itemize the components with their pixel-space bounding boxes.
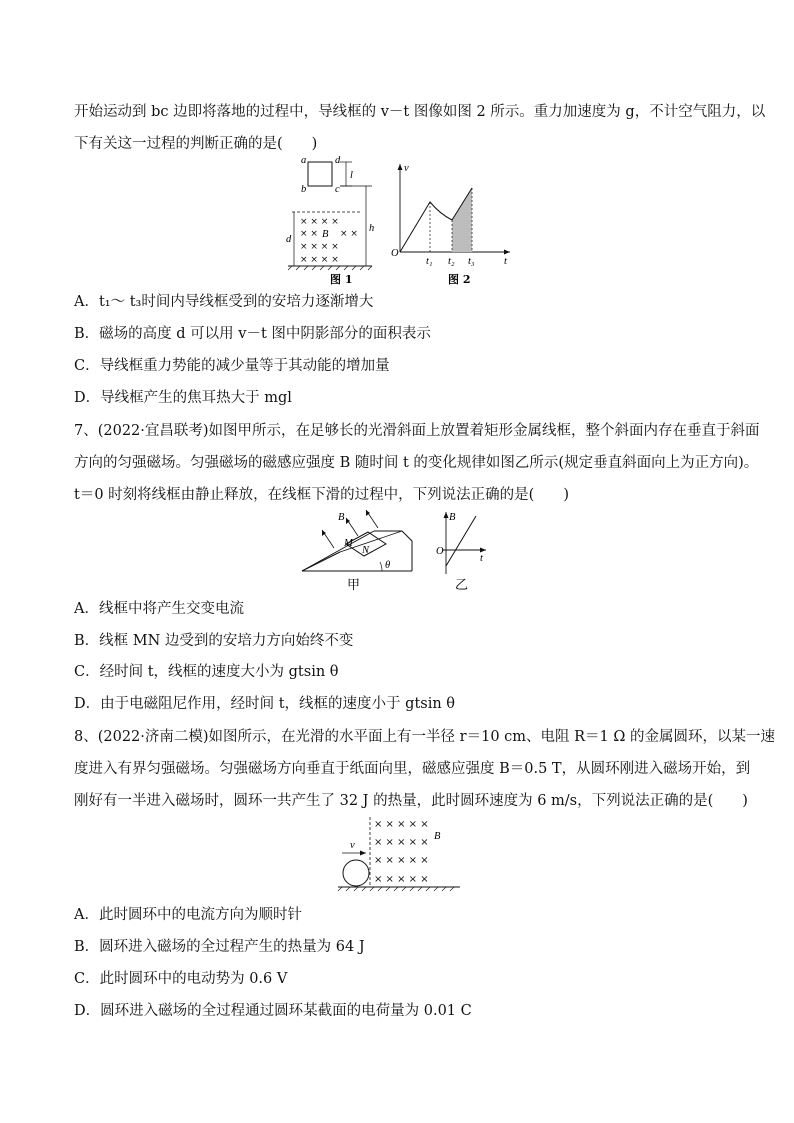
- svg-text:× ×: × ×: [340, 229, 358, 239]
- q7-caption-yi: 乙: [455, 578, 469, 593]
- q7-option-b: B．线框 MN 边受到的安培力方向始终不变: [74, 633, 354, 649]
- label-t3: t₃: [468, 256, 475, 267]
- label-d-height: d: [286, 234, 292, 245]
- q7-line-1: 7、(2022·宜昌联考)如图甲所示，在足够长的光滑斜面上放置着矩形金属线框，整个斜面内存在垂直于斜面: [74, 423, 760, 439]
- intro-line-1: 开始运动到 bc 边即将落地的过程中，导线框的 v－t 图像如图 2 所示。重力加速度为 g，不计空气阻力，以: [74, 104, 766, 120]
- label-a: a: [301, 155, 307, 166]
- figure-1-2-svg: [280, 152, 520, 292]
- caption-fig1: 图 1: [330, 273, 353, 286]
- q8-option-a: A．此时圆环中的电流方向为顺时针: [74, 907, 302, 923]
- shaded-area: [452, 188, 472, 252]
- caption-fig2: 图 2: [448, 273, 471, 286]
- q7-figure: [300, 506, 500, 594]
- q7-label-B: B: [338, 512, 345, 523]
- q8-field-crosses: [374, 819, 429, 885]
- svg-text:× × × ×: × × × ×: [300, 255, 339, 265]
- q7-option-d: D．由于电磁阻尼作用，经时间 t，线框的速度小于 gtsin θ: [74, 696, 456, 712]
- q7-label-N: N: [362, 545, 370, 556]
- q8-figure: [336, 815, 466, 897]
- q8-line-3: 刚好有一半进入磁场时，圆环一共产生了 32 J 的热量，此时圆环速度为 6 m/s，下列说法正确的是( ): [74, 793, 748, 809]
- q7-label-B2: B: [449, 512, 456, 523]
- label-t: t: [504, 256, 507, 267]
- q7-figure-svg: [300, 506, 500, 594]
- label-B: B: [322, 229, 329, 240]
- label-d-corner: d: [335, 155, 341, 166]
- label-v: v: [404, 163, 409, 174]
- svg-text:× × × ×: × × × ×: [300, 242, 339, 252]
- q7-label-O: O: [436, 546, 444, 557]
- q8-label-v: v: [350, 840, 355, 851]
- q8-option-b: B．圆环进入磁场的全过程产生的热量为 64 J: [74, 939, 365, 955]
- q7-caption-jia: 甲: [347, 578, 361, 593]
- figure-1-2: [280, 152, 520, 292]
- coil-square: [308, 162, 332, 186]
- svg-text:× × × ×: × × × ×: [300, 217, 339, 227]
- q8-label-B: B: [434, 831, 441, 842]
- q6-option-d: D．导线框产生的焦耳热大于 mgl: [74, 390, 292, 406]
- label-t1: t₁: [426, 256, 433, 267]
- svg-text:× × × × ×: × × × × ×: [374, 855, 429, 866]
- label-O: O: [391, 248, 399, 259]
- q8-option-c: C．此时圆环中的电动势为 0.6 V: [74, 971, 288, 987]
- q8-line-1: 8、(2022·济南二模)如图所示，在光滑的水平面上有一半径 r＝10 cm、电阻 R＝1 Ω 的金属圆环，以某一速: [74, 729, 776, 745]
- q7-line-3: t＝0 时刻将线框由静止释放，在线框下滑的过程中，下列说法正确的是( ): [74, 487, 569, 503]
- field-crosses-1: [300, 217, 358, 265]
- q7-label-t: t: [480, 553, 483, 564]
- q6-option-a: A．t₁～ t₃时间内导线框受到的安培力逐渐增大: [74, 294, 374, 310]
- svg-text:× × × × ×: × × × × ×: [374, 874, 429, 885]
- q6-option-c: C．导线框重力势能的减少量等于其动能的增加量: [74, 358, 390, 374]
- q6-option-b: B．磁场的高度 d 可以用 v－t 图中阴影部分的面积表示: [74, 326, 431, 342]
- label-l: l: [350, 170, 353, 181]
- metal-ring: [343, 860, 369, 886]
- intro-line-2: 下有关这一过程的判断正确的是( ): [74, 136, 318, 152]
- ground-hatch: [288, 266, 372, 270]
- svg-text:× × × × ×: × × × × ×: [374, 837, 429, 848]
- q8-option-d: D．圆环进入磁场的全过程通过圆环某截面的电荷量为 0.01 C: [74, 1003, 472, 1019]
- q7-line-2: 方向的匀强磁场。匀强磁场的磁感应强度 B 随时间 t 的变化规律如图乙所示(规定垂直斜面向上为正方向)。: [74, 455, 759, 471]
- q7-label-theta: θ: [385, 560, 391, 571]
- q7-label-M: M: [344, 538, 353, 549]
- label-h: h: [369, 223, 375, 234]
- label-b: b: [301, 184, 307, 195]
- q7-option-a: A．线框中将产生交变电流: [74, 601, 244, 617]
- label-c: c: [335, 184, 340, 195]
- svg-text:× ×: × ×: [300, 229, 318, 239]
- q8-figure-svg: [336, 815, 466, 897]
- q8-ground-hatch: [338, 887, 454, 891]
- svg-text:× × × × ×: × × × × ×: [374, 819, 429, 830]
- q7-option-c: C．经时间 t，线框的速度大小为 gtsin θ: [74, 664, 339, 680]
- q8-line-2: 度进入有界匀强磁场。匀强磁场方向垂直于纸面向里，磁感应强度 B＝0.5 T，从圆环刚进入磁场开始，到: [74, 761, 751, 777]
- label-t2: t₂: [448, 256, 455, 267]
